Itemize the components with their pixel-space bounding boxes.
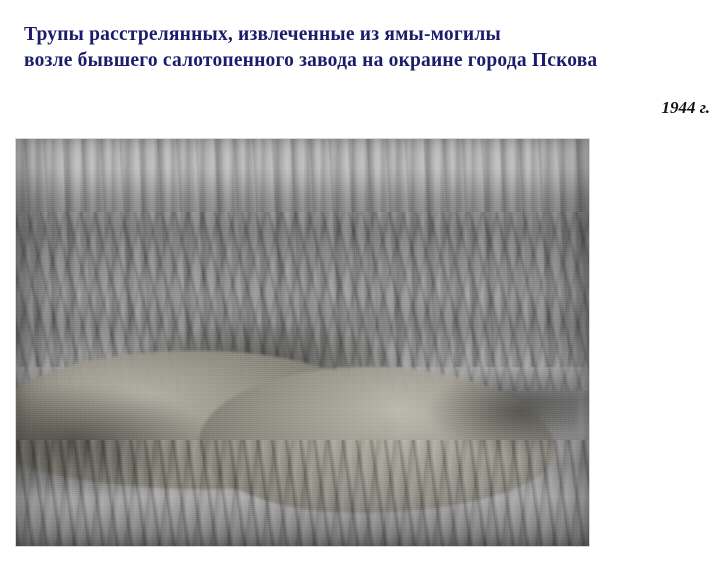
caption-line-1: Трупы расстрелянных, извлеченные из ямы-могилы bbox=[24, 24, 501, 45]
archive-photograph bbox=[16, 139, 589, 546]
caption-line-2: возле бывшего салотопенного завода на окраине города Пскова bbox=[24, 50, 598, 71]
date-label: 1944 г. bbox=[661, 98, 710, 117]
page-title bbox=[24, 22, 704, 74]
photo-vignette bbox=[16, 139, 589, 546]
